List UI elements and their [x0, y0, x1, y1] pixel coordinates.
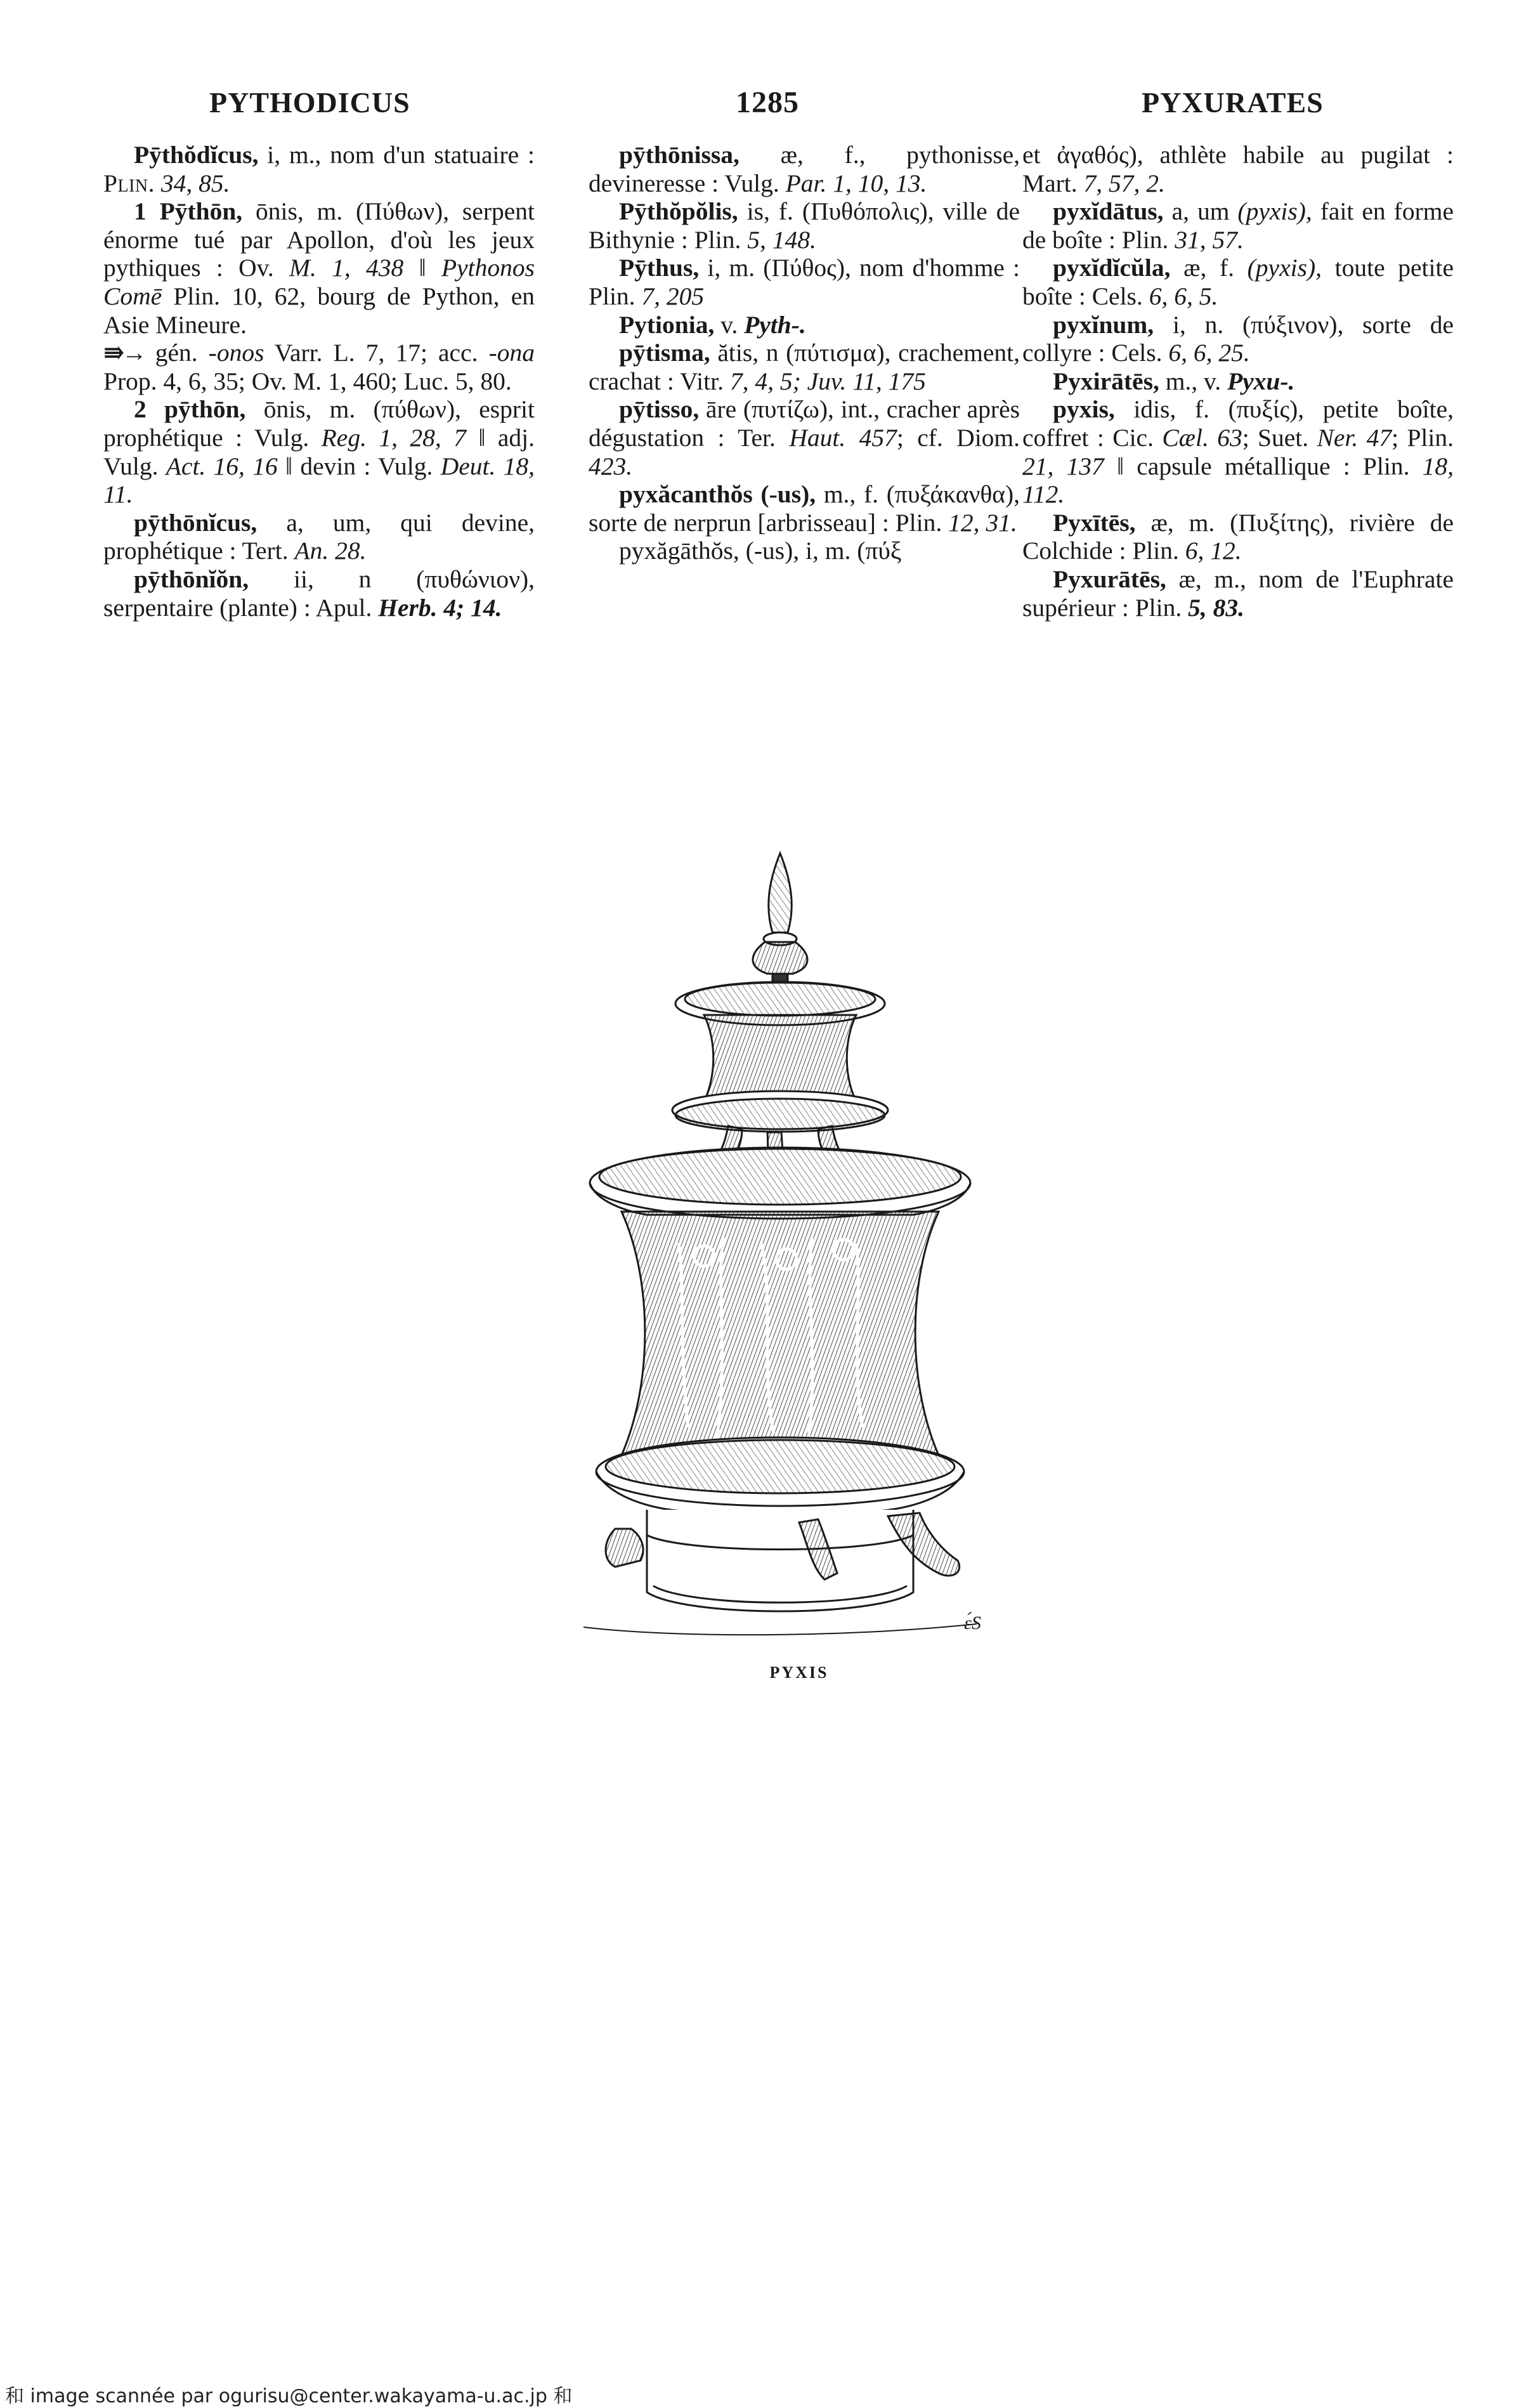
entry-pyxirates: Pyxirātēs, m., v. Pyxu-.	[1053, 367, 1295, 395]
headword: Pyxītēs,	[1053, 508, 1136, 537]
engraver-signature: ɛ́S	[964, 1613, 981, 1633]
running-head-left: PYTHODICUS	[209, 86, 410, 119]
scan-credit: 和 image scannée par ogurisu@center.wakayama-u.ac.jp 和	[5, 2385, 573, 2407]
headword: pyxis,	[1053, 395, 1115, 424]
headword: Pyxirātēs,	[1053, 367, 1159, 395]
running-head-right: PYXURATES	[1142, 86, 1324, 119]
entry-pytisma: pȳtisma, ătis, n (πύτισμα), crachement, crachat : Vitr. 7, 4, 5; Juv. 11, 175	[589, 339, 1020, 395]
headword: pȳtisma,	[619, 339, 710, 367]
entry-pythonion: pȳthōnĭŏn, ii, n (πυθώνιον), serpentaire (plante) : Apul. Herb. 4; 14.	[103, 565, 535, 622]
headword: Pȳthŏdĭcus,	[134, 141, 259, 169]
entry-python-1: 1 Pȳthōn, ōnis, m. (Πύθων), serpent énorme tué par Apollon, d'où les jeux pythiques : Ov. M. 1, 438 ‖ Pythonos Comē Plin. 10, 62, bourg de Python, en Asie Mineure. ⇛→ gén. -onos Varr. L. 7, 17; acc. -ona Prop. 4, 6, 35; Ov. M. 1, 460; Luc. 5, 80.	[103, 197, 535, 395]
entry-pyxites: Pyxītēs, æ, m. (Πυξίτης), rivière de Colchide : Plin. 6, 12.	[1022, 508, 1454, 565]
entry-pyxidicula: pyxĭdĭcŭla, æ, f. (pyxis), toute petite boîte : Cels. 6, 6, 5.	[1022, 254, 1454, 310]
headword: pȳthōnĭcus,	[134, 508, 257, 537]
headword: pyxĭdātus,	[1053, 197, 1164, 226]
entry-pyxinum: pyxĭnum, i, n. (πύξινον), sorte de collyre : Cels. 6, 6, 25.	[1022, 310, 1454, 367]
headword: Pȳthŏpŏlis,	[619, 197, 738, 226]
entry-pyxacanthos: pyxăcanthŏs (-us), m., f. (πυξάκανθα), sorte de nerprun [arbrisseau] : Plin. 12, 31.	[589, 480, 1020, 537]
pyxis-engraving	[558, 837, 1002, 1713]
entry-pyxidatus: pyxĭdātus, a, um (pyxis), fait en forme de boîte : Plin. 31, 57.	[1022, 197, 1454, 254]
headword: pȳtisso,	[619, 395, 700, 424]
entry-pythonicus: pȳthōnĭcus, a, um, qui devine, prophétique : Tert. An. 28.	[103, 508, 535, 565]
page-number: 1285	[736, 86, 799, 119]
entry-pythus: Pȳthus, i, m. (Πύθος), nom d'homme : Plin. 7, 205	[589, 254, 1020, 310]
entry-pyxis: pyxis, idis, f. (πυξίς), petite boîte, coffret : Cic. Cæl. 63; Suet. Ner. 47; Plin. 21, 137 ‖ capsule métallique : Plin. 18, 112.	[1022, 395, 1454, 509]
column-right	[1022, 141, 1454, 622]
column-middle	[589, 141, 1020, 565]
headword: Pytionia,	[619, 310, 715, 339]
headword: 1 Pȳthōn,	[134, 197, 243, 226]
arrow-icon: ⇛→	[103, 339, 145, 367]
headword: pȳthōnissa,	[619, 141, 740, 169]
headword: pyxĭnum,	[1053, 310, 1154, 339]
headword: pȳthōnĭŏn,	[134, 565, 249, 593]
entry-pythodicus: Pȳthŏdĭcus, i, m., nom d'un statuaire : Plin. 34, 85.	[103, 141, 535, 197]
headword: pyxăcanthŏs (-us),	[619, 480, 816, 509]
entry-pytionia: Pytionia, v. Pyth-.	[619, 310, 806, 339]
entry-pytisso: pȳtisso, āre (πυτίζω), int., cracher après dégustation : Ter. Haut. 457; cf. Diom. 423.	[589, 395, 1020, 480]
figure-caption: PYXIS	[769, 1663, 829, 1682]
entry-pyxagathos: pyxăgāthŏs, (-us), i, m. (πύξ	[619, 537, 902, 565]
headword: Pyxurātēs,	[1053, 565, 1166, 593]
headword: 2 pȳthōn,	[134, 395, 246, 424]
entry-pythonissa: pȳthōnissa, æ, f., pythonisse, devineresse : Vulg. Par. 1, 10, 13.	[589, 141, 1020, 197]
headword: Pȳthus,	[619, 254, 700, 282]
entry-pythopolis: Pȳthŏpŏlis, is, f. (Πυθόπολις), ville de Bithynie : Plin. 5, 148.	[589, 197, 1020, 254]
entry-python-2: 2 pȳthōn, ōnis, m. (πύθων), esprit prophétique : Vulg. Reg. 1, 28, 7 ‖ adj. Vulg. Act. 16, 16 ‖ devin : Vulg. Deut. 18, 11.	[103, 395, 535, 509]
entry-pyxurates: Pyxurātēs, æ, m., nom de l'Euphrate supérieur : Plin. 5, 83.	[1022, 565, 1454, 622]
headword: pyxĭdĭcŭla,	[1053, 254, 1171, 282]
column-left	[103, 141, 535, 622]
pyxis-illustration-icon	[558, 837, 1002, 1713]
entry-pyxagathos-cont: et ἀγαθός), athlète habile au pugilat : Mart. 7, 57, 2.	[1022, 141, 1454, 197]
